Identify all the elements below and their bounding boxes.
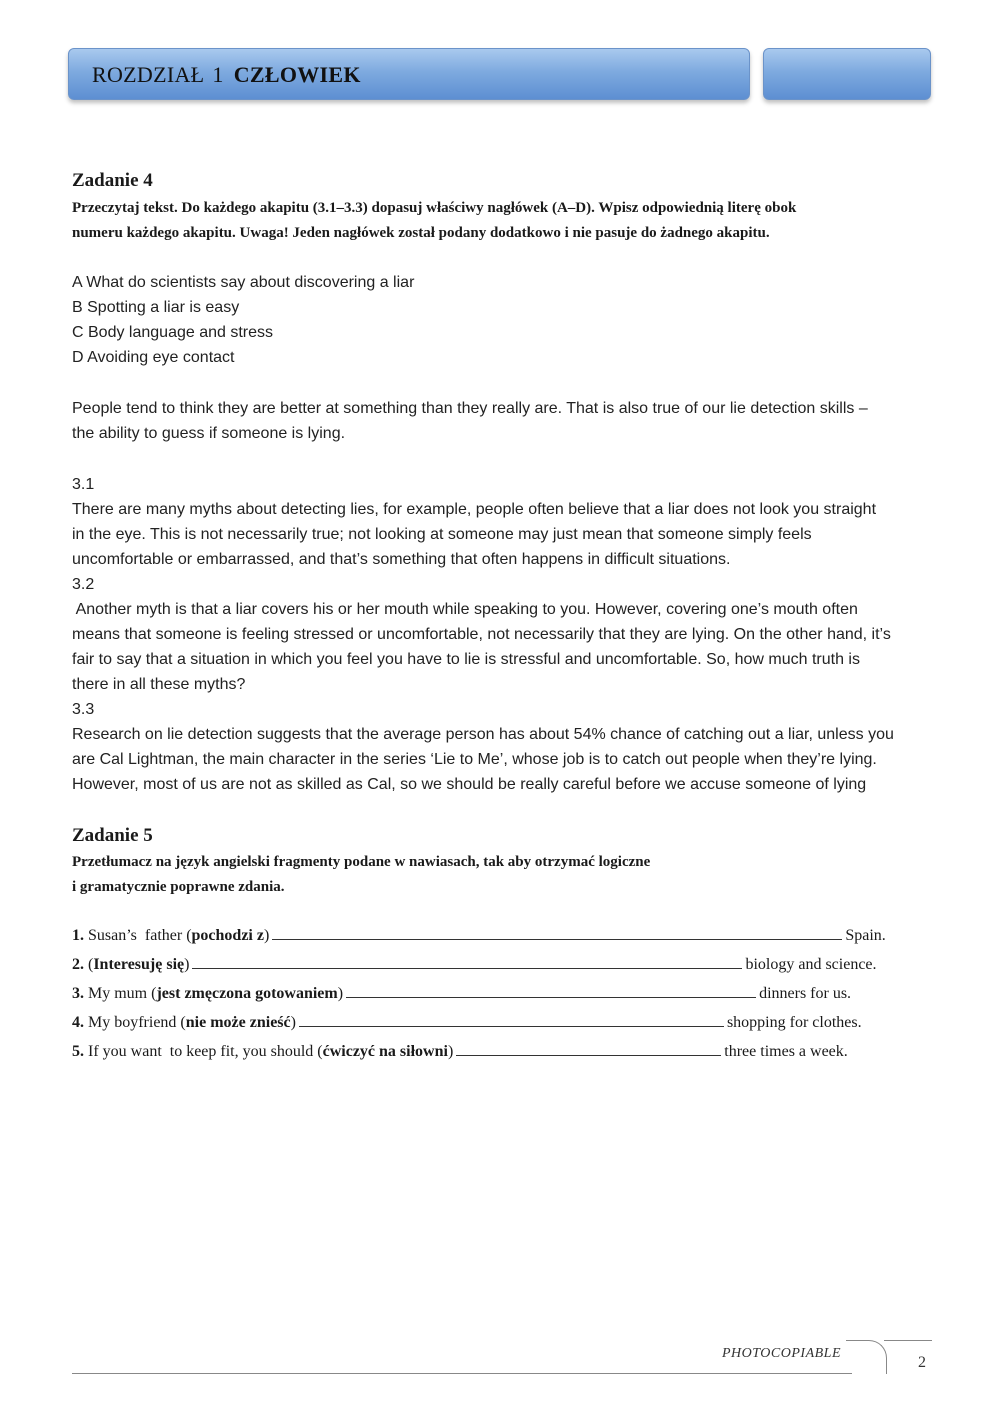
item-end: three times a week. (724, 1043, 848, 1060)
translation-item (72, 954, 902, 983)
item-number: 5. (72, 1043, 84, 1060)
item-phrase: nie może znieść (185, 1014, 291, 1031)
task4-instruction-line1: Przeczytaj tekst. Do każdego akapitu (3.1–3.3) dopasuj właściwy nagłówek (A–D). Wpisz odpowiednią literę obok (72, 200, 797, 216)
item-text: ) (290, 1014, 296, 1031)
paragraph-line: However, most of us are not as skilled as Cal, so we should be really careful before we accuse someone of lying (72, 776, 867, 793)
item-text: ) (263, 927, 270, 944)
paragraph-number: 3.2 (72, 576, 95, 593)
paragraph-line: There are many myths about detecting lies, for example, people often believe that a liar does not look you straight (72, 501, 877, 518)
paragraph-line: are Cal Lightman, the main character in the series ‘Lie to Me’, whose job is to catch out people when they’re lying. (72, 751, 877, 768)
translation-item (72, 925, 902, 954)
translation-item (72, 1012, 902, 1041)
task4-instruction-line2: numeru każdego akapitu. Uwaga! Jeden nagłówek został podany dodatkowo i nie pasuje do żadnego akapitu. (72, 225, 770, 241)
footer-rule (72, 1373, 852, 1374)
side-banner (763, 48, 931, 100)
chapter-number: 1 (212, 62, 224, 87)
item-text: Susan’s father ( (84, 927, 192, 944)
translation-list (72, 925, 902, 1070)
answer-blank[interactable] (299, 1012, 724, 1027)
task4-instruction (72, 196, 796, 246)
task5-instruction-line2: i gramatycznie poprawne zdania. (72, 879, 285, 895)
item-phrase: jest zmęczona gotowaniem (156, 985, 338, 1002)
item-end: dinners for us. (759, 985, 852, 1002)
task5-title: Zadanie 5 (72, 825, 153, 846)
page-number: 2 (918, 1354, 926, 1371)
item-phrase: Interesuję się (93, 956, 185, 973)
footer-curve (846, 1340, 887, 1374)
heading-d: D Avoiding eye contact (72, 349, 235, 366)
item-phrase: ćwiczyć na siłowni (322, 1043, 448, 1060)
answer-blank[interactable] (346, 983, 756, 998)
photocopiable-label: PHOTOCOPIABLE (722, 1346, 842, 1361)
task4-title: Zadanie 4 (72, 170, 153, 191)
item-number: 4. (72, 1014, 84, 1031)
item-text: My mum ( (84, 985, 157, 1002)
item-end: biology and science. (745, 956, 877, 973)
intro-line: People tend to think they are better at something than they really are. That is also true of our lie detection skills – (72, 400, 868, 417)
heading-b: B Spotting a liar is easy (72, 299, 240, 316)
item-number: 1. (72, 927, 84, 944)
paragraph-3-1 (72, 472, 894, 797)
paragraph-line: in the eye. This is not necessarily true; not looking at someone may just mean that someone simply feels (72, 526, 812, 543)
paragraph-number: 3.1 (72, 476, 95, 493)
answer-blank[interactable] (192, 954, 742, 969)
translation-item (72, 983, 902, 1012)
item-end: Spain. (845, 927, 886, 944)
paragraph-number: 3.3 (72, 701, 95, 718)
intro-paragraph (72, 396, 868, 446)
paragraph-line: means that someone is feeling stressed or uncomfortable, not necessarily that they are lying. On the other hand, it’s (72, 626, 891, 643)
intro-line: the ability to guess if someone is lying. (72, 425, 346, 442)
item-number: 2. (72, 956, 84, 973)
item-phrase: pochodzi z (191, 927, 264, 944)
item-end: shopping for clothes. (726, 1014, 862, 1031)
paragraph-line: fair to say that a situation in which you feel you have to lie is stressful and uncomfortable. So, how much truth is (72, 651, 860, 668)
chapter-title (92, 62, 361, 88)
footer-top-rule (884, 1340, 932, 1341)
item-text: If you want to keep fit, you should ( (84, 1043, 323, 1060)
task5-instruction (72, 850, 650, 900)
answer-blank[interactable] (272, 925, 842, 940)
item-number: 3. (72, 985, 84, 1002)
paragraph-line: Research on lie detection suggests that the average person has about 54% chance of catching out a liar, unless you (72, 726, 894, 743)
paragraph-line: uncomfortable or embarrassed, and that’s something that often happens in difficult situations. (72, 551, 731, 568)
item-text: ) (184, 956, 190, 973)
paragraph-line: Another myth is that a liar covers his or her mouth while speaking to you. However, covering one’s mouth often (72, 601, 858, 618)
task5-instruction-line1: Przetłumacz na język angielski fragmenty podane w nawiasach, tak aby otrzymać logiczne (72, 854, 651, 870)
item-text: ) (337, 985, 344, 1002)
translation-item (72, 1041, 902, 1070)
item-text: My boyfriend ( (84, 1014, 186, 1031)
paragraph-line: there in all these myths? (72, 676, 246, 693)
chapter-label: ROZDZIAŁ (92, 62, 205, 87)
heading-c: C Body language and stress (72, 324, 274, 341)
chapter-name: CZŁOWIEK (233, 62, 361, 87)
item-text: ( (84, 956, 94, 973)
item-text: ) (447, 1043, 454, 1060)
answer-blank[interactable] (456, 1041, 721, 1056)
heading-a: A What do scientists say about discovering a liar (72, 274, 415, 291)
